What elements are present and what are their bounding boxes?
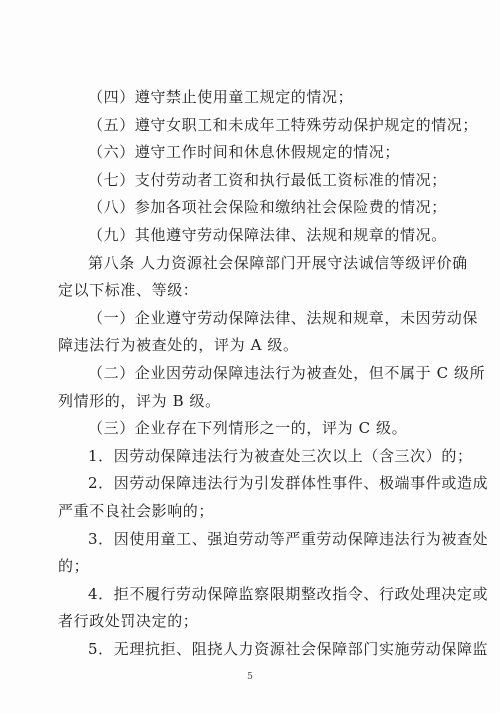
text-line-9: （一）企业遵守劳动保障法律、法规和规章，未因劳动保: [88, 308, 479, 327]
text-line-21: 5．无理抗拒、阻挠人力资源社会保障部门实施劳动保障监: [88, 639, 489, 658]
page-number: 5: [247, 672, 253, 682]
text-line-19: 4．拒不履行劳动保障监察限期整改指令、行政处理决定或: [88, 584, 489, 603]
text-line-1: （四）遵守禁止使用童工规定的情况；: [88, 88, 354, 106]
text-line-2: （五）遵守女职工和未成年工特殊劳动保护规定的情况；: [88, 115, 479, 134]
text-line-3: （六）遵守工作时间和休息休假规定的情况；: [88, 143, 401, 162]
text-line-13: （三）企业存在下列情形之一的，评为 C 级。: [88, 419, 408, 438]
text-line-5: （八）参加各项社会保险和缴纳社会保险费的情况；: [88, 198, 447, 217]
text-line-16: 严重不良社会影响的；: [58, 501, 215, 520]
text-line-20: 者行政处罚决定的；: [58, 612, 199, 631]
text-line-4: （七）支付劳动者工资和执行最低工资标准的情况；: [88, 170, 447, 189]
text-line-6: （九）其他遵守劳动保障法律、法规和规章的情况。: [88, 225, 447, 244]
text-line-14: 1．因劳动保障违法行为被查处三次以上（含三次）的；: [88, 446, 473, 465]
text-line-17: 3．因使用童工、强迫劳动等严重劳动保障违法行为被查处: [88, 529, 489, 548]
text-line-7: 第八条 人力资源社会保障部门开展守法诚信等级评价确: [88, 253, 468, 272]
text-line-15: 2．因劳动保障违法行为引发群体性事件、极端事件或造成: [88, 474, 489, 493]
document-body: [58, 84, 489, 663]
text-line-8: 定以下标准、等级：: [58, 281, 199, 300]
text-line-10: 障违法行为被查处的，评为 A 级。: [58, 336, 299, 355]
text-line-11: （二）企业因劳动保障违法行为被查处，但不属于 C 级所: [88, 363, 486, 382]
text-line-12: 列情形的，评为 B 级。: [58, 391, 221, 410]
text-line-18: 的；: [58, 557, 90, 576]
